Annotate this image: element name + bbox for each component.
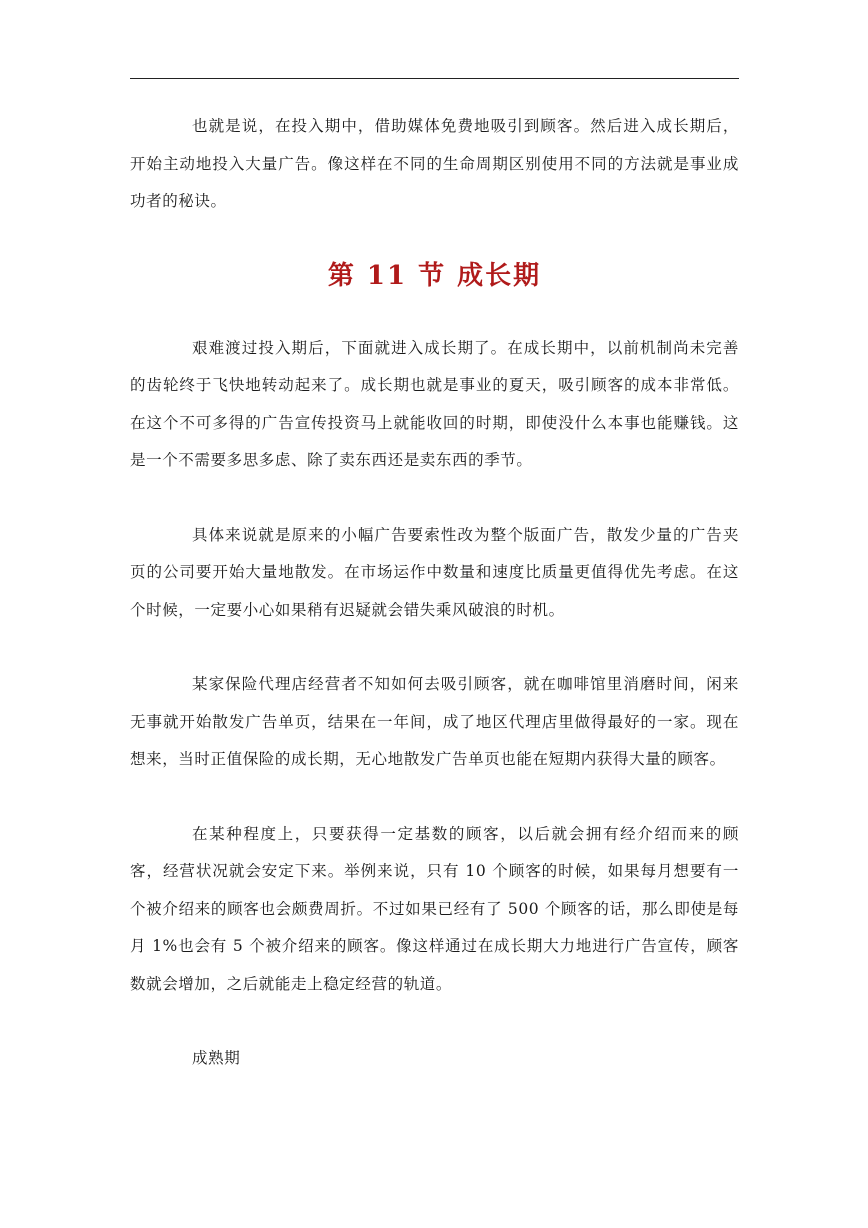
section-title: 第 11 节 成长期 [327,260,542,291]
header-rule [130,78,739,79]
page-content [130,108,739,1078]
body-paragraph-4: 在某种程度上，只要获得一定基数的顾客，以后就会拥有经介绍而来的顾客，经营状况就会安定下来。举例来说，只有 10 个顾客的时候，如果每月想要有一个被介绍来的顾客也会颇费周折。不过如果已经有了 500 个顾客的话，那么即使是每月 1%也会有 5 个被介绍来的顾客。像这样通过在成长期大力地进行广告宣传，顾客数就会增加，之后就能走上稳定经营的轨道。 [130,824,739,993]
intro-paragraph: 也就是说，在投入期中，借助媒体免费地吸引到顾客。然后进入成长期后，开始主动地投入大量广告。像这样在不同的生命周期区别使用不同的方法就是事业成功者的秘诀。 [130,117,739,210]
body-paragraph-3: 某家保险代理店经营者不知如何去吸引顾客，就在咖啡馆里消磨时间，闲来无事就开始散发广告单页，结果在一年间，成了地区代理店里做得最好的一家。现在想来，当时正值保险的成长期，无心地散发广告单页也能在短期内获得大量的顾客。 [130,675,739,768]
body-paragraph-2: 具体来说就是原来的小幅广告要索性改为整个版面广告，散发少量的广告夹页的公司要开始大量地散发。在市场运作中数量和速度比质量更值得优先考虑。在这个时候，一定要小心如果稍有迟疑就会错失乘风破浪的时机。 [130,525,739,619]
next-section-heading: 成熟期 [192,1049,241,1067]
body-paragraph-1: 艰难渡过投入期后，下面就进入成长期了。在成长期中，以前机制尚未完善的齿轮终于飞快地转动起来了。成长期也就是事业的夏天，吸引顾客的成本非常低。在这个不可多得的广告宣传投资马上就能收回的时期，即使没什么本事也能赚钱。这是一个不需要多思多虑、除了卖东西还是卖东西的季节。 [130,338,739,469]
